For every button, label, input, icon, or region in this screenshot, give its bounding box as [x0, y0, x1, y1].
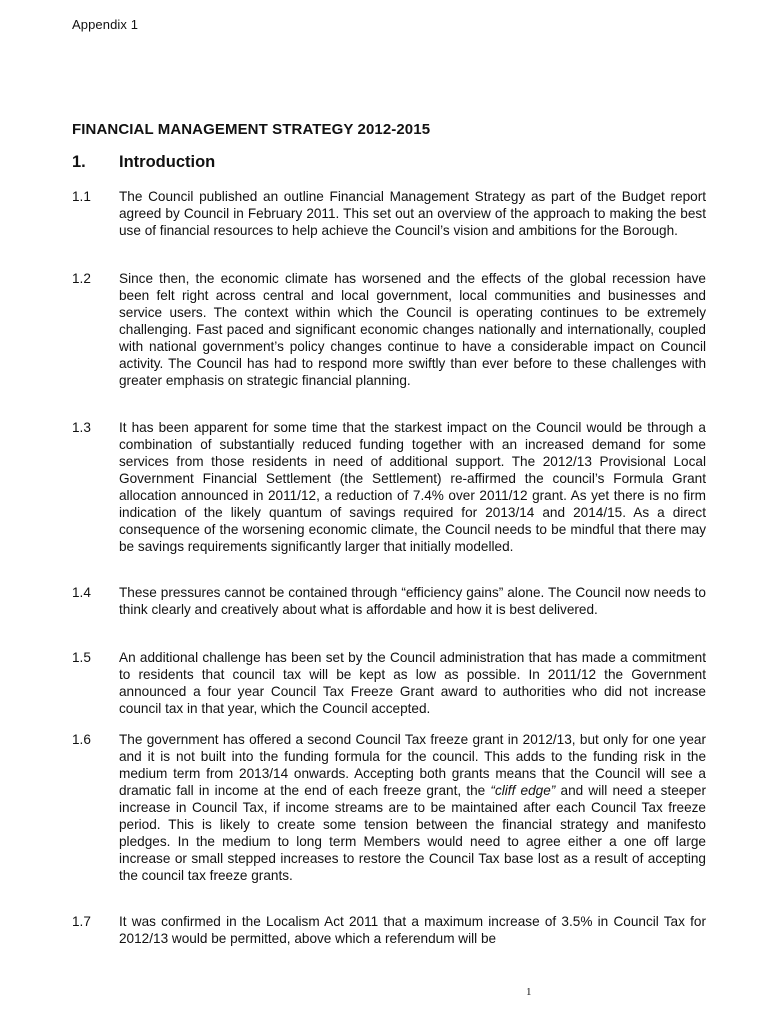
- paragraph-1-5: [72, 649, 706, 717]
- paragraph-text-after: and will need a steeper increase in Council Tax, if income streams are to be maintained after each Council Tax freeze period. This is likely to create some tension between the financial strategy and manifesto pledges. In the medium to long term Members would need to agree either a one off large increase or small stepped increases to restore the Council Tax base lost as a result of accepting the council tax freeze grants.: [119, 783, 706, 883]
- paragraph-text: It has been apparent for some time that the starkest impact on the Council would be through a combination of substantially reduced funding together with an increased demand for some services from those residents in need of additional support. The 2012/13 Provisional Local Government Financial Settlement (the Settlement) re-affirmed the council’s Formula Grant allocation announced in 2011/12, a reduction of 7.4% over 2011/12 grant. As yet there is no firm indication of the likely quantum of savings required for 2013/14 and 2014/15. As a direct consequence of the worsening economic climate, the Council needs to be mindful that there may be savings requirements significantly larger that initially modelled.: [119, 420, 706, 554]
- section-heading: [72, 153, 215, 172]
- section-number: 1.: [72, 153, 86, 171]
- appendix-label: Appendix 1: [72, 17, 139, 32]
- paragraph-text: The Council published an outline Financial Management Strategy as part of the Budget report agreed by Council in February 2011. This set out an overview of the approach to making the best use of financial resources to help achieve the Council’s vision and ambitions for the Borough.: [119, 189, 706, 238]
- paragraph-1-4: [72, 584, 706, 618]
- paragraph-number: 1.3: [72, 420, 91, 435]
- paragraph-number: 1.7: [72, 914, 91, 929]
- paragraph-number: 1.1: [72, 189, 91, 204]
- paragraph-number: 1.5: [72, 650, 91, 665]
- paragraph-text: These pressures cannot be contained through “efficiency gains” alone. The Council now needs to think clearly and creatively about what is affordable and how it is best delivered.: [119, 585, 706, 617]
- paragraph-number: 1.2: [72, 271, 91, 286]
- paragraph-number: 1.4: [72, 585, 91, 600]
- paragraph-number: 1.6: [72, 732, 91, 747]
- document-title: FINANCIAL MANAGEMENT STRATEGY 2012-2015: [72, 121, 431, 138]
- page-number: 1: [526, 986, 532, 998]
- paragraph-text: It was confirmed in the Localism Act 2011 that a maximum increase of 3.5% in Council Tax for 2012/13 would be permitted, above which a referendum will be: [119, 914, 706, 946]
- paragraph-text: [119, 731, 706, 884]
- section-title: Introduction: [119, 153, 216, 171]
- paragraph-1-7: [72, 913, 706, 947]
- paragraph-text-before: The government has offered a second Council Tax freeze grant in 2012/13, but only for one year and it is not built into the funding formula for the council. This adds to the funding risk in the medium term from 2013/14 onwards. Accepting both grants means that the Council will see a dramatic fall in income at the end of each freeze grant, the: [119, 732, 706, 798]
- paragraph-1-3: [72, 419, 706, 555]
- cliff-edge-emphasis: “cliff edge”: [490, 783, 556, 798]
- paragraph-1-1: [72, 188, 706, 239]
- paragraph-text: Since then, the economic climate has worsened and the effects of the global recession have been felt right across central and local government, local communities and businesses and service users. The context within which the Council is operating continues to be extremely challenging. Fast paced and significant economic changes nationally and internationally, coupled with national government’s policy changes continue to have a considerable impact on Council activity. The Council has had to respond more swiftly than ever before to these challenges with greater emphasis on strategic financial planning.: [119, 271, 706, 388]
- paragraph-1-6: [72, 731, 706, 884]
- paragraph-1-2: [72, 270, 706, 389]
- paragraph-text: An additional challenge has been set by the Council administration that has made a commitment to residents that council tax will be kept as low as possible. In 2011/12 the Government announced a four year Council Tax Freeze Grant award to authorities who did not increase council tax in that year, which the Council accepted.: [119, 650, 706, 716]
